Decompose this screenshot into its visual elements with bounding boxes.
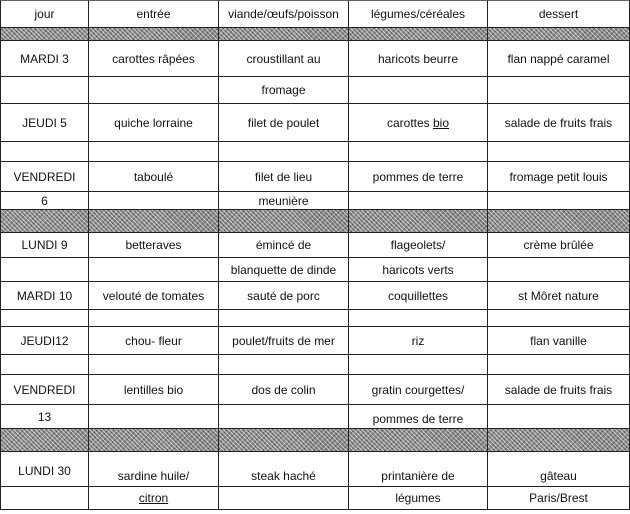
dessert-cell bbox=[487, 191, 630, 209]
viande-cell: croustillant au bbox=[218, 40, 348, 76]
shaded-cell bbox=[0, 27, 88, 40]
legumes-cell bbox=[348, 354, 487, 374]
legumes-cell: printanière de bbox=[348, 451, 487, 486]
shaded-cell bbox=[88, 27, 218, 40]
legumes-cell: pommes de terre bbox=[348, 404, 487, 428]
viande-cell: dos de colin bbox=[218, 374, 348, 404]
table-row-continued bbox=[0, 404, 630, 428]
shaded-cell bbox=[88, 209, 218, 232]
shaded-cell bbox=[348, 428, 487, 451]
entree-cell bbox=[88, 191, 218, 209]
day-cell bbox=[0, 354, 88, 374]
viande-cell: fromage bbox=[218, 76, 348, 103]
header-legumes: légumes/céréales bbox=[348, 0, 487, 27]
legumes-text: carottes bbox=[386, 115, 433, 130]
table-row-continued bbox=[0, 191, 630, 209]
shaded-cell bbox=[218, 209, 348, 232]
day-cell: JEUDI12 bbox=[0, 326, 88, 354]
shaded-cell bbox=[218, 428, 348, 451]
dessert-cell: crème brûlée bbox=[487, 232, 630, 257]
day-cell: 13 bbox=[0, 404, 88, 428]
dessert-cell bbox=[487, 354, 630, 374]
entree-cell: citron bbox=[88, 486, 218, 510]
table-row-continued bbox=[0, 257, 630, 281]
table-row bbox=[0, 232, 630, 257]
viande-cell: émincé de bbox=[218, 232, 348, 257]
legumes-cell: haricots verts bbox=[348, 257, 487, 281]
table-row-continued bbox=[0, 354, 630, 374]
shaded-cell bbox=[218, 27, 348, 40]
legumes-cell: légumes bbox=[348, 486, 487, 510]
table-row bbox=[0, 374, 630, 404]
dessert-cell: salade de fruits frais bbox=[487, 374, 630, 404]
legumes-text-underlined: bio bbox=[433, 115, 450, 130]
dessert-cell bbox=[487, 76, 630, 103]
day-cell: VENDREDI bbox=[0, 161, 88, 191]
header-row bbox=[0, 0, 630, 27]
day-cell: VENDREDI bbox=[0, 374, 88, 404]
dessert-cell bbox=[487, 257, 630, 281]
day-cell bbox=[0, 257, 88, 281]
day-cell: MARDI 3 bbox=[0, 40, 88, 76]
legumes-cell: haricots beurre bbox=[348, 40, 487, 76]
legumes-cell bbox=[348, 76, 487, 103]
header-entree: entrée bbox=[88, 0, 218, 27]
viande-cell bbox=[218, 141, 348, 161]
viande-cell bbox=[218, 309, 348, 326]
shaded-cell bbox=[487, 27, 630, 40]
day-cell bbox=[0, 486, 88, 510]
dessert-cell: fromage petit louis bbox=[487, 161, 630, 191]
legumes-cell: flageolets/ bbox=[348, 232, 487, 257]
day-cell: MARDI 10 bbox=[0, 281, 88, 309]
legumes-cell bbox=[348, 103, 487, 141]
viande-cell: blanquette de dinde bbox=[218, 257, 348, 281]
shaded-cell bbox=[0, 428, 88, 451]
viande-cell: filet de lieu bbox=[218, 161, 348, 191]
day-cell: LUNDI 9 bbox=[0, 232, 88, 257]
entree-cell: quiche lorraine bbox=[88, 103, 218, 141]
separator-band bbox=[0, 27, 630, 40]
table-row bbox=[0, 161, 630, 191]
table-row-continued bbox=[0, 76, 630, 103]
header-viande: viande/œufs/poisson bbox=[218, 0, 348, 27]
entree-cell bbox=[88, 404, 218, 428]
viande-cell: poulet/fruits de mer bbox=[218, 326, 348, 354]
dessert-cell: salade de fruits frais bbox=[487, 103, 630, 141]
day-cell bbox=[0, 309, 88, 326]
dessert-cell bbox=[487, 141, 630, 161]
dessert-cell: flan nappé caramel bbox=[487, 40, 630, 76]
legumes-cell: riz bbox=[348, 326, 487, 354]
table-row bbox=[0, 451, 630, 486]
dessert-cell: Paris/Brest bbox=[487, 486, 630, 510]
entree-cell bbox=[88, 354, 218, 374]
shaded-cell bbox=[487, 428, 630, 451]
day-cell: 6 bbox=[0, 191, 88, 209]
entree-cell: carottes râpées bbox=[88, 40, 218, 76]
entree-cell: taboulé bbox=[88, 161, 218, 191]
viande-cell: sauté de porc bbox=[218, 281, 348, 309]
day-cell: JEUDI 5 bbox=[0, 103, 88, 141]
separator-band bbox=[0, 428, 630, 451]
table-row bbox=[0, 326, 630, 354]
legumes-cell: coquillettes bbox=[348, 281, 487, 309]
entree-cell: velouté de tomates bbox=[88, 281, 218, 309]
entree-cell: chou- fleur bbox=[88, 326, 218, 354]
header-jour: jour bbox=[0, 0, 88, 27]
table-row bbox=[0, 40, 630, 76]
entree-cell bbox=[88, 141, 218, 161]
day-cell bbox=[0, 76, 88, 103]
table-row-continued bbox=[0, 309, 630, 326]
viande-cell bbox=[218, 486, 348, 510]
shaded-cell bbox=[0, 209, 88, 232]
entree-cell bbox=[88, 309, 218, 326]
shaded-cell bbox=[88, 428, 218, 451]
entree-cell bbox=[88, 257, 218, 281]
viande-cell bbox=[218, 354, 348, 374]
entree-cell: betteraves bbox=[88, 232, 218, 257]
viande-cell: steak haché bbox=[218, 451, 348, 486]
viande-cell bbox=[218, 404, 348, 428]
dessert-cell: flan vanille bbox=[487, 326, 630, 354]
shaded-cell bbox=[487, 209, 630, 232]
viande-cell: meunière bbox=[218, 191, 348, 209]
dessert-cell bbox=[487, 404, 630, 428]
dessert-cell: gâteau bbox=[487, 451, 630, 486]
legumes-cell bbox=[348, 141, 487, 161]
viande-cell: filet de poulet bbox=[218, 103, 348, 141]
entree-cell: sardine huile/ bbox=[88, 451, 218, 486]
entree-cell bbox=[88, 76, 218, 103]
separator-band bbox=[0, 209, 630, 232]
table-row-continued bbox=[0, 486, 630, 510]
day-cell bbox=[0, 141, 88, 161]
table-row bbox=[0, 103, 630, 141]
table-row-continued bbox=[0, 141, 630, 161]
dessert-cell bbox=[487, 309, 630, 326]
shaded-cell bbox=[348, 27, 487, 40]
header-dessert: dessert bbox=[487, 0, 630, 27]
dessert-cell: st Môret nature bbox=[487, 281, 630, 309]
legumes-cell bbox=[348, 309, 487, 326]
legumes-cell bbox=[348, 191, 487, 209]
entree-cell: lentilles bio bbox=[88, 374, 218, 404]
legumes-cell: gratin courgettes/ bbox=[348, 374, 487, 404]
legumes-cell: pommes de terre bbox=[348, 161, 487, 191]
table-row bbox=[0, 281, 630, 309]
day-cell: LUNDI 30 bbox=[0, 451, 88, 486]
shaded-cell bbox=[348, 209, 487, 232]
